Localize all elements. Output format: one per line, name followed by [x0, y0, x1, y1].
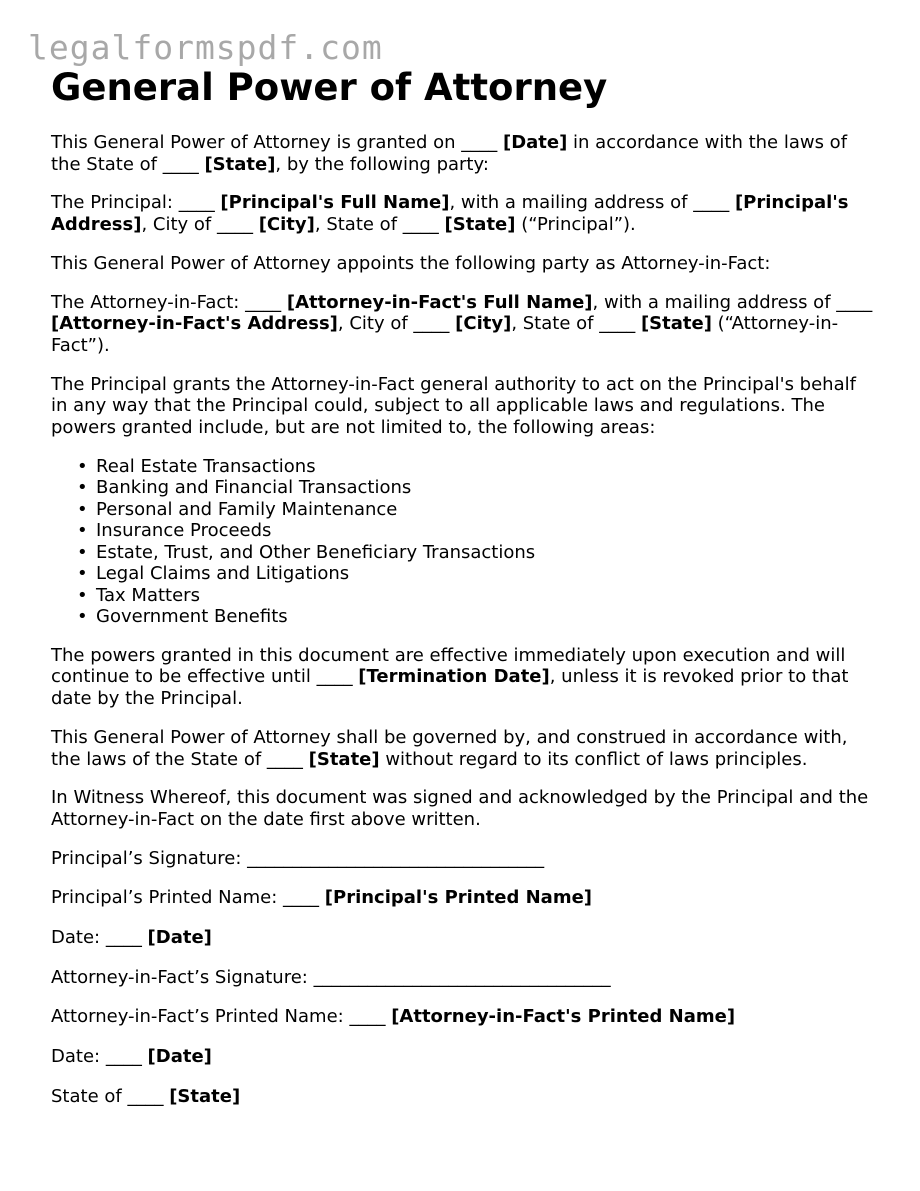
bullet-icon: • — [77, 455, 88, 477]
list-item: • Real Estate Transactions — [77, 455, 316, 477]
blank-field: ____ — [245, 291, 282, 313]
city-placeholder: [City] — [258, 214, 315, 236]
bullet-icon: • — [77, 477, 88, 499]
bullet-icon: • — [77, 606, 88, 628]
blank-field: ____ — [216, 214, 253, 236]
blank-field: ____ — [836, 291, 873, 313]
bullet-icon: • — [77, 584, 88, 606]
bullet-icon: • — [77, 498, 88, 520]
blank-field: ____ — [461, 132, 498, 153]
attorney-printed-name-placeholder: [Attorney-in-Fact's Printed Name] — [391, 1006, 736, 1028]
blank-field: ____ — [266, 748, 303, 770]
document-body — [51, 64, 873, 1126]
principal-printed-name-placeholder: [Principal's Printed Name] — [324, 887, 593, 909]
state-placeholder: [State] — [169, 1085, 241, 1107]
blank-field: ____ — [693, 192, 730, 214]
blank-field: ____ — [105, 1046, 142, 1068]
blank-field: ____ — [402, 214, 439, 236]
signature-blank: _________________________________ — [313, 966, 611, 988]
blank-field: ____ — [599, 313, 636, 335]
termination-date-placeholder: [Termination Date] — [358, 666, 550, 688]
blank-field: ____ — [316, 666, 353, 688]
state-placeholder: [State] — [640, 313, 712, 335]
state-line: State of ____ [State] — [51, 1085, 241, 1107]
state-placeholder: [State] — [308, 748, 380, 770]
city-placeholder: [City] — [455, 313, 512, 335]
attorney-date-line: Date: ____ [Date] — [51, 1046, 212, 1068]
attorney-printed-name-line: Attorney-in-Fact’s Printed Name: ____ [Attorney-in-Fact's Printed Name] — [51, 1006, 736, 1028]
list-item: • Estate, Trust, and Other Beneficiary Transactions — [77, 541, 536, 563]
list-item: • Government Benefits — [77, 606, 288, 628]
grants-paragraph: The Principal grants the Attorney-in-Fact general authority to act on the Principal's behalf in any way that the Principal could, subject to all applicable laws and regulations. The powers granted include, but are not limited to, the following areas: — [51, 373, 856, 439]
powers-list — [51, 456, 873, 628]
bullet-icon: • — [77, 541, 88, 563]
witness-paragraph: In Witness Whereof, this document was signed and acknowledged by the Principal and the Attorney-in-Fact on the date first above written. — [51, 787, 869, 830]
governed-paragraph: This General Power of Attorney shall be governed by, and construed in accordance with, the laws of the State of ____ [State] without regard to its conflict of laws principles. — [51, 726, 848, 770]
date-placeholder: [Date] — [147, 927, 212, 949]
principal-signature-line: Principal’s Signature: _________________________________ — [51, 847, 545, 869]
state-placeholder: [State] — [444, 214, 516, 236]
signature-blank: _________________________________ — [247, 847, 545, 869]
bullet-icon: • — [77, 520, 88, 542]
effective-paragraph: The powers granted in this document are effective immediately upon execution and will continue to be effective until ____ [Termination Date], unless it is revoked prior to that date by the Principal. — [51, 644, 849, 710]
bullet-icon: • — [77, 563, 88, 585]
watermark-logo: legalformspdf.com — [28, 28, 383, 67]
date-placeholder: [Date] — [147, 1046, 212, 1068]
attorney-paragraph: The Attorney-in-Fact: ____ [Attorney-in-Fact's Full Name], with a mailing address of ____ [Attorney-in-Fact's Address], City of ____ [City], State of ____ [State] (“Attorney-in-Fact”). — [51, 291, 873, 356]
list-item: • Tax Matters — [77, 584, 200, 606]
appoints-paragraph: This General Power of Attorney appoints the following party as Attorney-in-Fact: — [51, 252, 771, 274]
blank-field: ____ — [105, 927, 142, 949]
state-placeholder: [State] — [204, 153, 276, 175]
blank-field: ____ — [283, 887, 320, 909]
list-item: • Legal Claims and Litigations — [77, 563, 350, 585]
principal-date-line: Date: ____ [Date] — [51, 927, 212, 949]
list-item: • Insurance Proceeds — [77, 520, 272, 542]
attorney-name-placeholder: [Attorney-in-Fact's Full Name] — [286, 291, 593, 313]
principal-paragraph: The Principal: ____ [Principal's Full Name], with a mailing address of ____ [Principal's Address], City of ____ [City], State of ____ [State] (“Principal”). — [51, 192, 849, 236]
list-item: • Banking and Financial Transactions — [77, 477, 412, 499]
blank-field: ____ — [413, 313, 450, 335]
intro-paragraph: This General Power of Attorney is granted on ____ [Date] in accordance with the laws of the State of ____ [State], by the following party: — [51, 132, 848, 175]
attorney-address-placeholder: [Attorney-in-Fact's Address] — [51, 313, 338, 335]
list-item: • Personal and Family Maintenance — [77, 498, 398, 520]
principal-address-placeholder: [Principal's Address] — [51, 192, 849, 236]
document-title: General Power of Attorney — [51, 66, 608, 109]
principal-printed-name-line: Principal’s Printed Name: ____ [Principal's Printed Name] — [51, 887, 593, 909]
blank-field: ____ — [127, 1085, 164, 1107]
blank-field: ____ — [349, 1006, 386, 1028]
attorney-signature-line: Attorney-in-Fact’s Signature: _________________________________ — [51, 966, 611, 988]
date-placeholder: [Date] — [502, 132, 568, 153]
blank-field: ____ — [162, 153, 199, 175]
blank-field: ____ — [178, 192, 215, 214]
principal-name-placeholder: [Principal's Full Name] — [220, 192, 450, 214]
